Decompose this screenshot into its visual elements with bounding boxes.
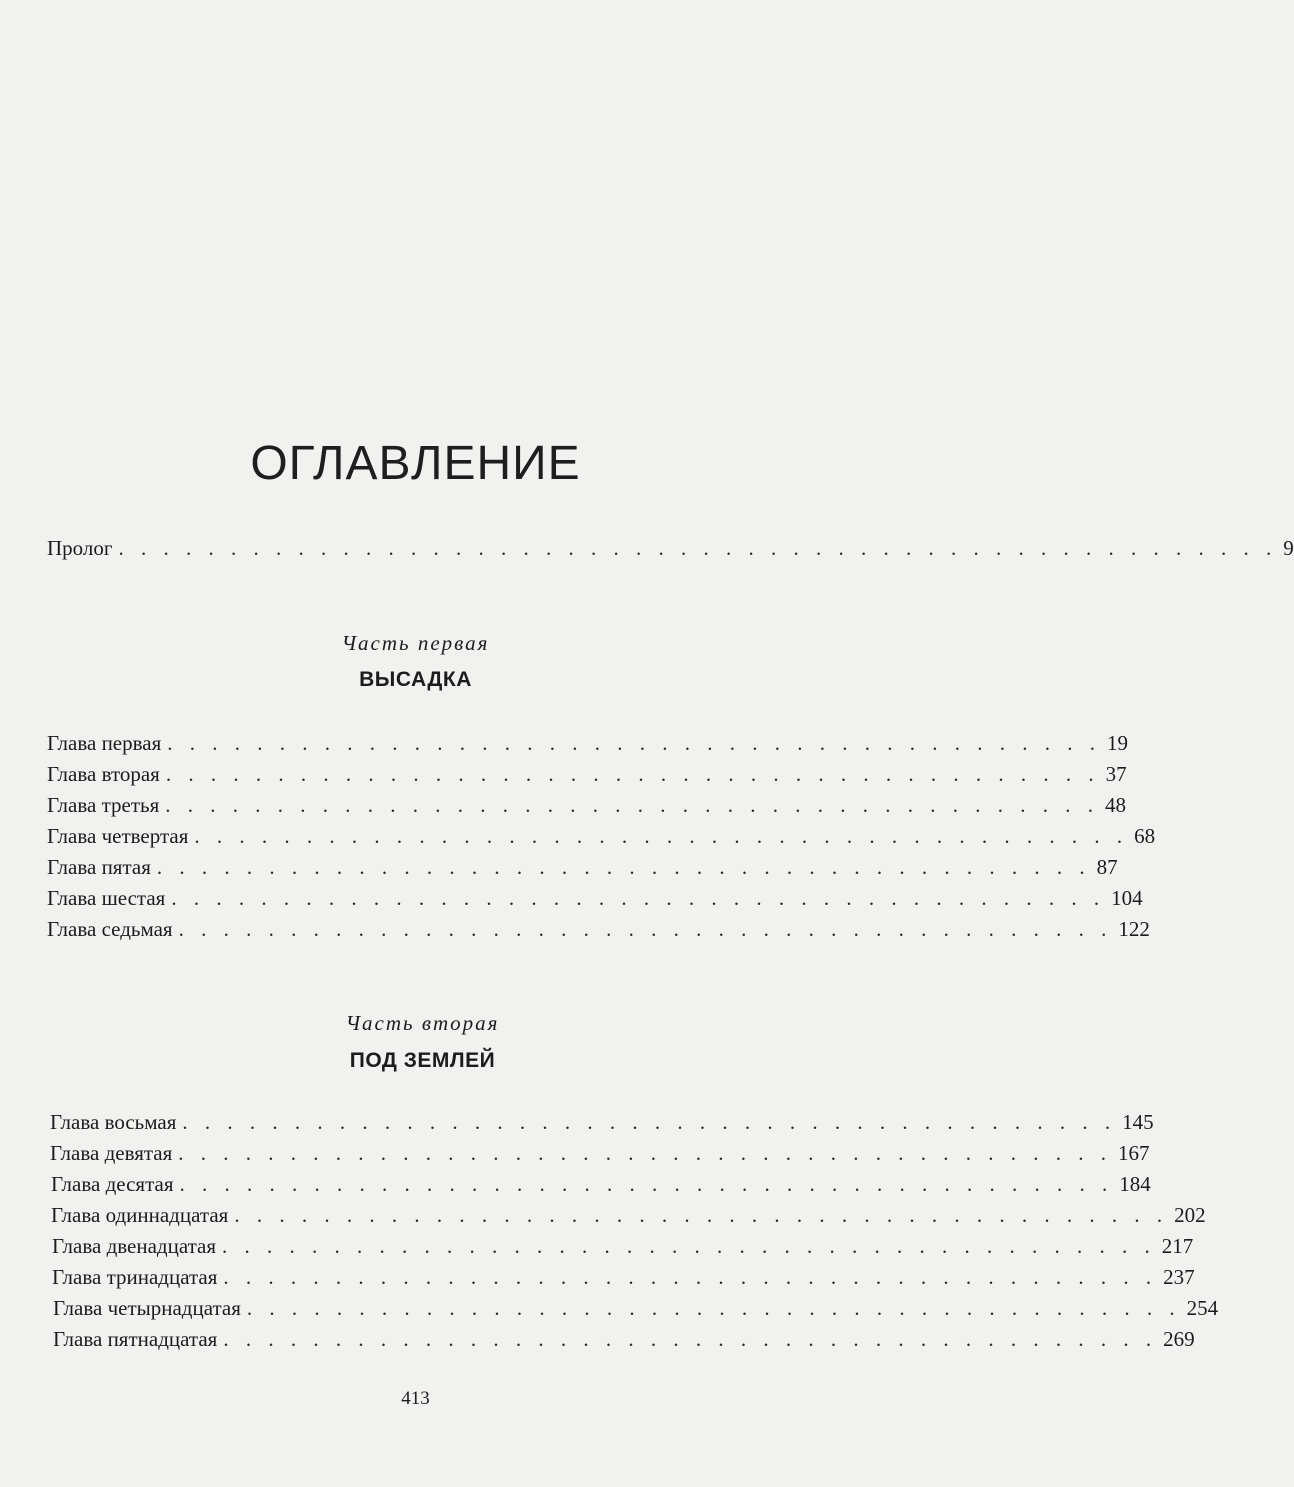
toc-entry-page: 104 [1111,886,1143,910]
leader-dots: . . . . . . . . . . . . . . . . . . . . . . . . . . . . . . . . . . . . . . . . . . [178,917,1113,941]
toc-entry-page: 87 [1096,855,1118,879]
toc-entry [52,1234,1194,1264]
leader-dots: . . . . . . . . . . . . . . . . . . . . . . . . . . . . . . . . . . . . . . . . . . [165,762,1100,786]
toc-entry-prologue [47,536,1294,566]
toc-entry-label: Глава четырнадцатая [53,1296,241,1320]
toc-entry [53,1296,1219,1326]
toc-entry-label: Глава шестая [47,886,166,910]
toc-entry-label: Глава девятая [50,1141,173,1165]
part-1-label: Часть первая [341,631,490,655]
toc-entry [51,1172,1151,1202]
leader-dots: . . . . . . . . . . . . . . . . . . . . . . . . . . . . . . . . . . . . . . . . . . [223,1327,1158,1351]
toc-entry-page: 254 [1186,1296,1219,1320]
toc-entry-label: Глава пятая [47,855,151,879]
toc-entry-page: 145 [1122,1110,1154,1134]
toc-entry [53,1327,1195,1357]
part-1-title: ВЫСАДКА [359,668,472,691]
toc-entry-page: 19 [1107,731,1128,755]
toc-entry-page: 9 [1283,536,1294,560]
leader-dots: . . . . . . . . . . . . . . . . . . . . . . . . . . . . . . . . . . . . . . . . . . [167,731,1101,755]
toc-entry-label: Глава вторая [47,762,160,786]
part-2-title: ПОД ЗЕМЛЕЙ [349,1049,496,1072]
toc-entry [47,731,1128,761]
leader-dots: . . . . . . . . . . . . . . . . . . . . . . . . . . . . . . . . . . . . . . . . . . [194,824,1129,848]
leader-dots: . . . . . . . . . . . . . . . . . . . . . . . . . . . . . . . . . . . . . . . . . . [246,1296,1181,1320]
toc-entry-page: 217 [1161,1234,1194,1258]
toc-entry-page: 167 [1118,1141,1150,1165]
toc-entry-label: Глава пятнадцатая [53,1327,218,1351]
toc-entry-label: Глава двенадцатая [52,1234,217,1258]
toc-entry [47,917,1150,947]
part-2-label: Часть вторая [345,1011,500,1035]
toc-entry [47,824,1156,854]
leader-dots: . . . . . . . . . . . . . . . . . . . . . . . . . . . . . . . . . . . . . . . . . . [182,1110,1117,1134]
toc-entry-label: Глава седьмая [47,917,173,941]
toc-entry [47,855,1118,885]
leader-dots: . . . . . . . . . . . . . . . . . . . . . . . . . . . . . . . . . . . . . . . . . . . . . . . . . . . . [118,536,1278,560]
toc-entry-page: 48 [1105,793,1126,817]
leader-dots: . . . . . . . . . . . . . . . . . . . . . . . . . . . . . . . . . . . . . . . . . . [222,1234,1156,1258]
toc-entry-page: 184 [1119,1172,1151,1196]
toc-entry [50,1110,1154,1140]
toc-entry-page: 122 [1118,917,1150,941]
leader-dots: . . . . . . . . . . . . . . . . . . . . . . . . . . . . . . . . . . . . . . . . . . [156,855,1091,879]
toc-entry-page: 202 [1174,1203,1206,1227]
leader-dots: . . . . . . . . . . . . . . . . . . . . . . . . . . . . . . . . . . . . . . . . . . [171,886,1106,910]
leader-dots: . . . . . . . . . . . . . . . . . . . . . . . . . . . . . . . . . . . . . . . . . . [165,793,1099,817]
leader-dots: . . . . . . . . . . . . . . . . . . . . . . . . . . . . . . . . . . . . . . . . . . [179,1172,1114,1196]
toc-entry [50,1141,1150,1171]
toc-entry-label: Глава тринадцатая [52,1265,218,1289]
toc-entry-label: Глава четвертая [47,824,189,848]
toc-entry-label: Глава восьмая [50,1110,177,1134]
toc-entry-page: 68 [1134,824,1156,848]
toc-entry-label: Глава третья [47,793,160,817]
page-title: ОГЛАВЛЕНИЕ [250,437,581,490]
toc-entry-label: Пролог [47,536,113,560]
toc-entry [47,793,1126,823]
leader-dots: . . . . . . . . . . . . . . . . . . . . . . . . . . . . . . . . . . . . . . . . . . [223,1265,1158,1289]
page-number: 413 [401,1388,430,1409]
toc-entry-label: Глава первая [47,731,162,755]
toc-entry-page: 269 [1163,1327,1195,1351]
toc-entry-label: Глава одиннадцатая [51,1203,229,1227]
leader-dots: . . . . . . . . . . . . . . . . . . . . . . . . . . . . . . . . . . . . . . . . . . [178,1141,1113,1165]
toc-entry [47,886,1143,916]
leader-dots: . . . . . . . . . . . . . . . . . . . . . . . . . . . . . . . . . . . . . . . . . . [234,1203,1169,1227]
toc-entry-page: 37 [1105,762,1127,786]
toc-entry [47,762,1127,792]
toc-entry-page: 237 [1163,1265,1195,1289]
toc-entry [51,1203,1206,1233]
toc-entry [52,1265,1195,1295]
toc-entry-label: Глава десятая [51,1172,174,1196]
